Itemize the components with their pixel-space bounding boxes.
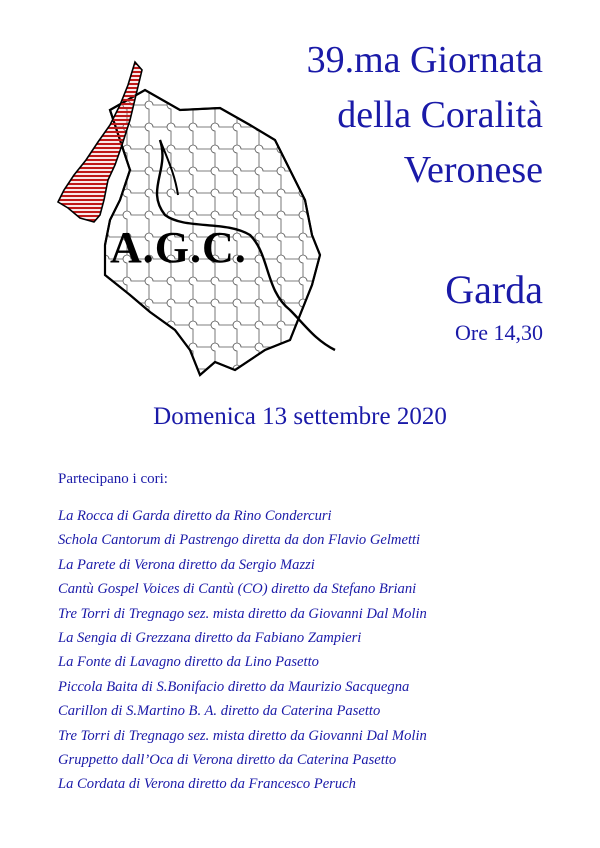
choir-item: Schola Cantorum di Pastrengo diretta da don Flavio Gelmetti xyxy=(58,532,421,549)
event-date: Domenica 13 settembre 2020 xyxy=(153,403,447,430)
choir-item: La Rocca di Garda diretto da Rino Condercuri xyxy=(58,508,332,524)
choir-item: Piccola Baita di S.Bonifacio diretto da Maurizio Sacquegna xyxy=(58,678,410,695)
event-time: Ore 14,30 xyxy=(455,320,543,345)
choir-item: La Sengia di Grezzana diretto da Fabiano Zampieri xyxy=(58,629,362,646)
title-line-3: Veronese xyxy=(403,149,543,191)
title-line-2: della Coralità xyxy=(337,94,543,136)
province-puzzle-map-logo xyxy=(50,50,350,390)
logo-letters: A.G.C. xyxy=(110,223,247,272)
participants-intro: Partecipano i cori: xyxy=(58,471,168,487)
choir-item: Tre Torri di Tregnago sez. mista diretto da Giovanni Dal Molin xyxy=(58,605,427,622)
title-line-1: 39.ma Giornata xyxy=(306,39,543,81)
choir-item: Cantù Gospel Voices di Cantù (CO) diretto da Stefano Briani xyxy=(58,581,417,598)
choir-item: Carillon di S.Martino B. A. diretto da Caterina Pasetto xyxy=(58,703,381,720)
choir-list xyxy=(58,507,427,800)
choir-item: Tre Torri di Tregnago sez. mista diretto da Giovanni Dal Molin xyxy=(58,727,427,744)
choir-item: La Cordata di Verona diretto da Francesco Peruch xyxy=(58,776,356,793)
choir-item: Gruppetto dall’Oca di Verona diretto da Caterina Pasetto xyxy=(58,751,397,768)
event-place: Garda xyxy=(445,267,543,312)
choir-item: La Parete di Verona diretto da Sergio Mazzi xyxy=(58,556,315,573)
choir-item: La Fonte di Lavagno diretto da Lino Pasetto xyxy=(58,654,319,671)
